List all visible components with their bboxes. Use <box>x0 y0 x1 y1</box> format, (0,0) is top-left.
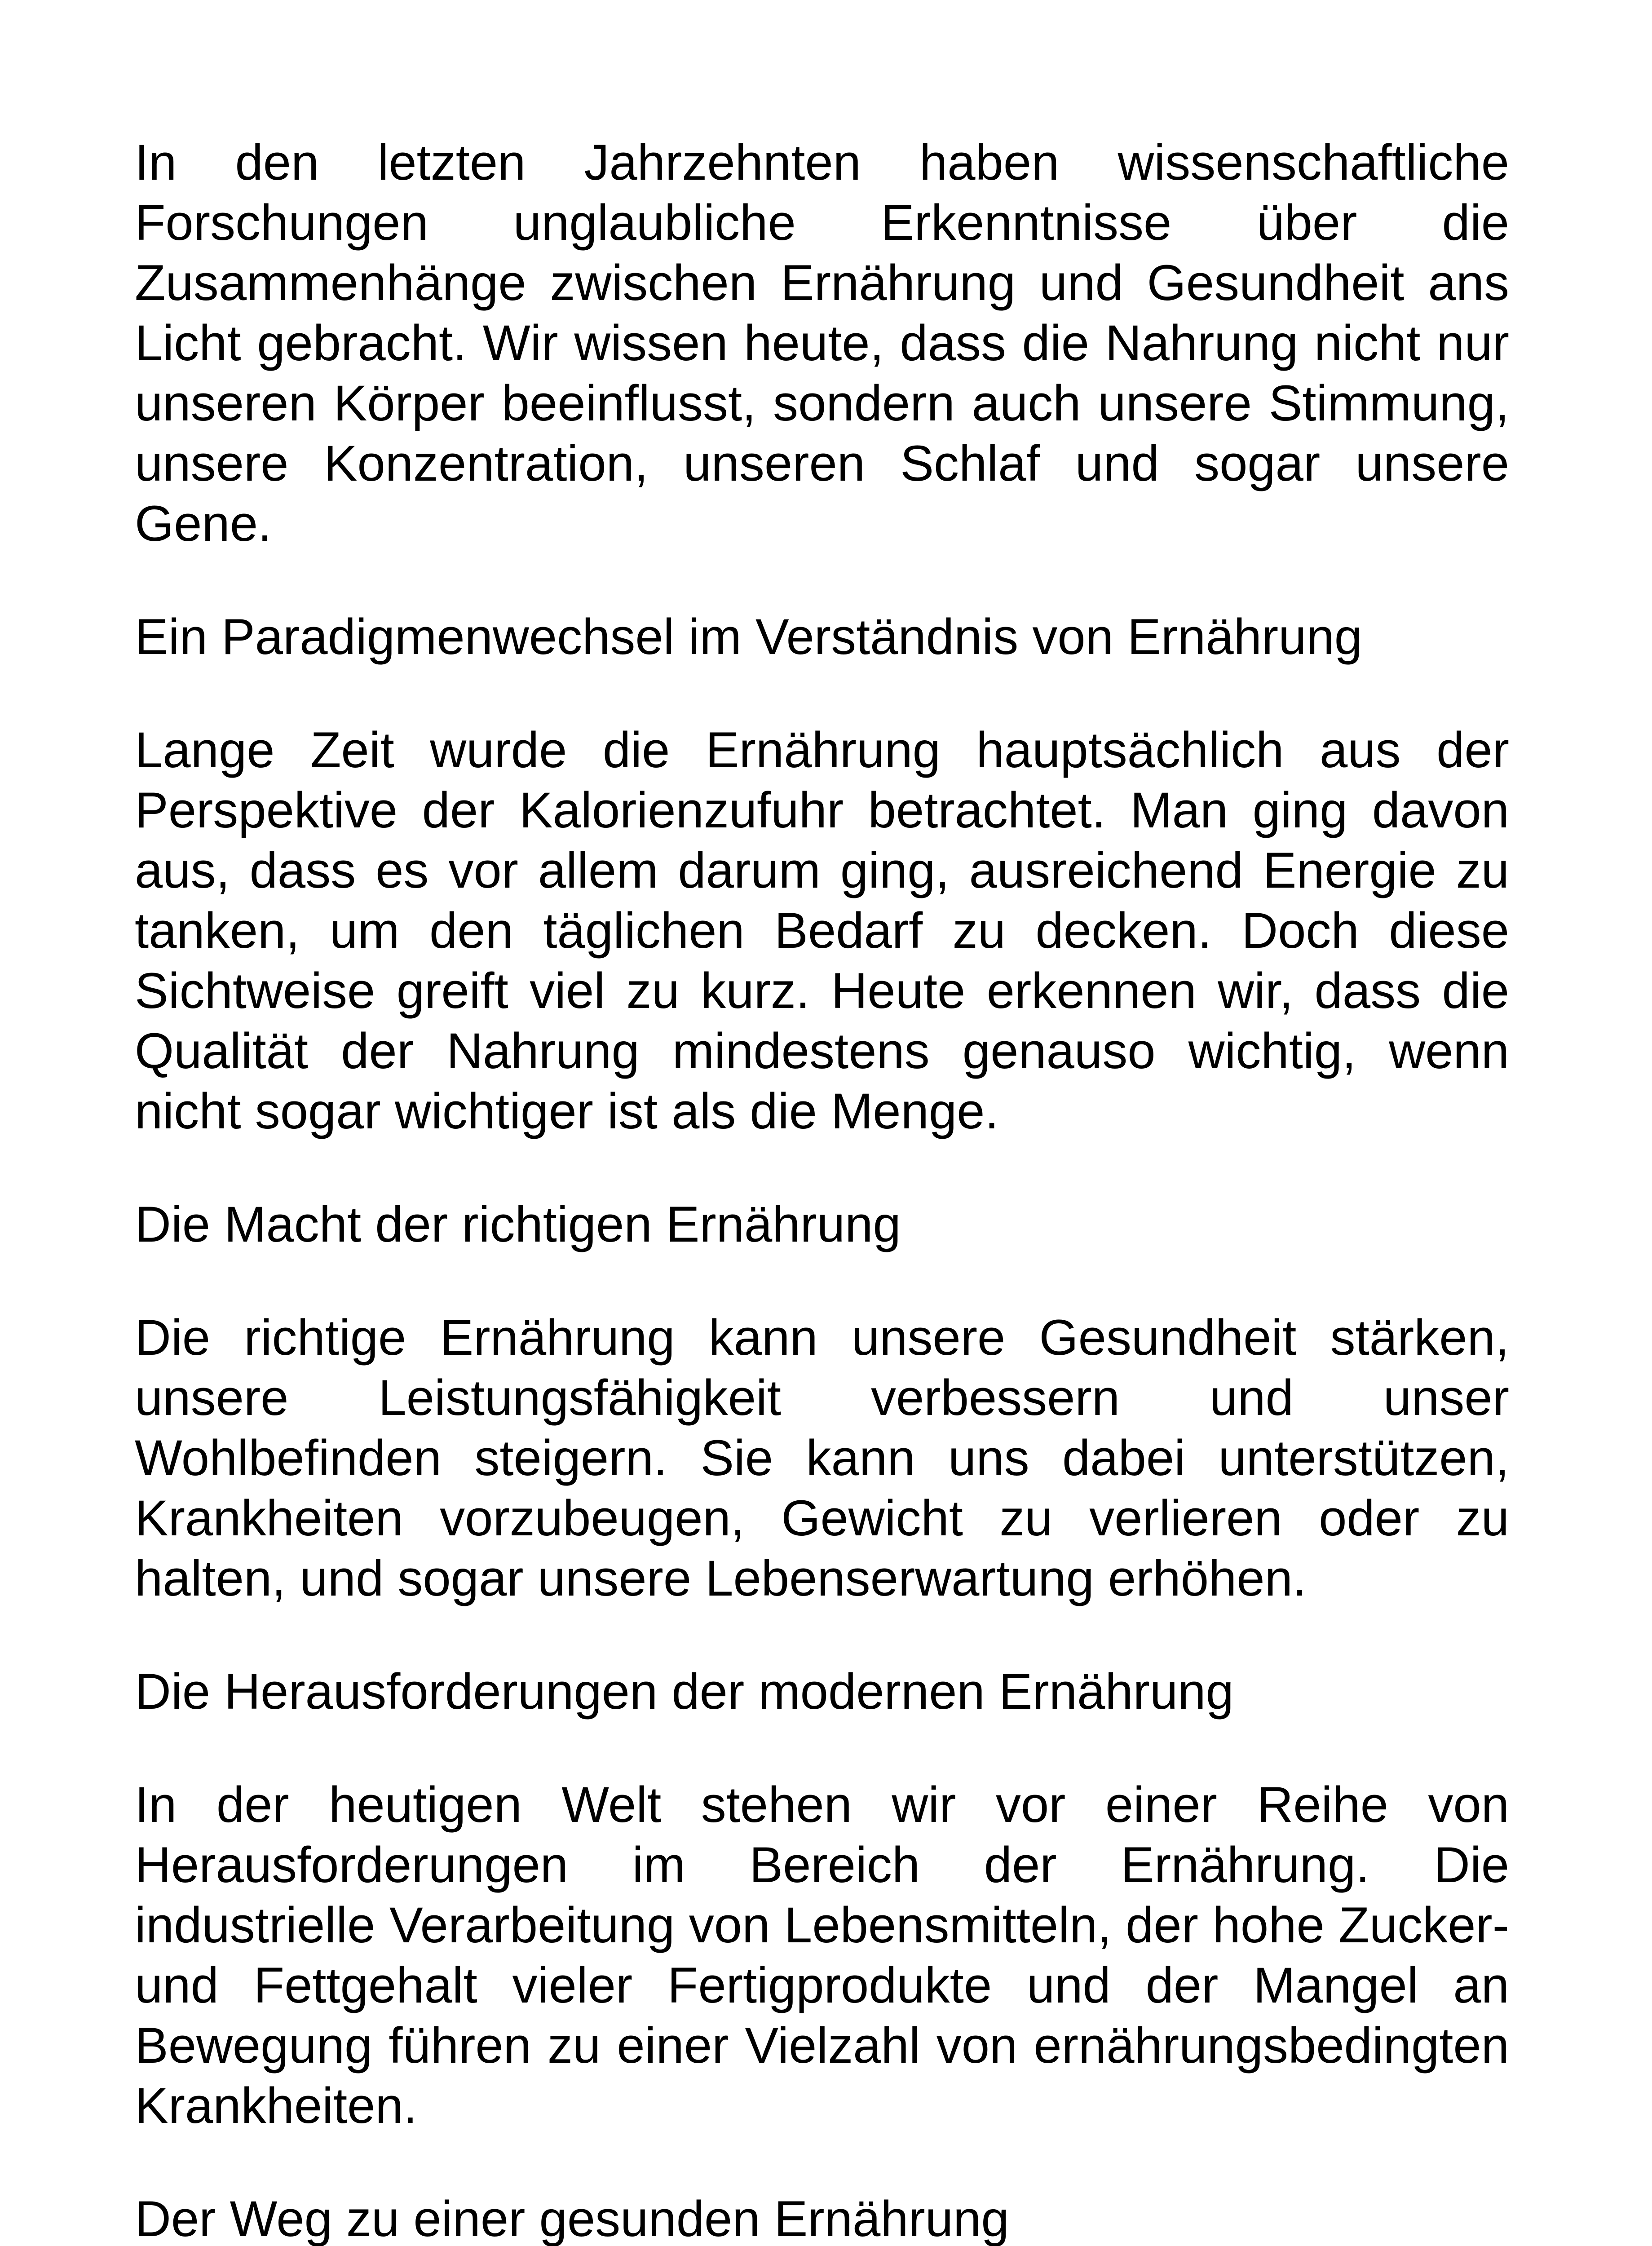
body-paragraph: In den letzten Jahrzehnten haben wissenschaftliche Forschungen unglaubliche Erkenntnisse über die Zusammenhänge zwischen Ernährung und Gesundheit ans Licht gebracht. Wir wissen heute, dass die Nahrung nicht nur unseren Körper beeinflusst, sondern auch unsere Stimmung, unsere Konzentration, unseren Schlaf und sogar unsere Gene. <box>135 134 1509 552</box>
section-heading: Die Macht der richtigen Ernährung <box>135 1196 901 1252</box>
section-heading: Der Weg zu einer gesunden Ernährung <box>135 2191 1009 2246</box>
body-paragraph: Lange Zeit wurde die Ernährung hauptsächlich aus der Perspektive der Kalorienzufuhr betrachtet. Man ging davon aus, dass es vor allem darum ging, ausreichend Energie zu tanken, um den täglichen Bedarf zu decken. Doch diese Sichtweise greift viel zu kurz. Heute erkennen wir, dass die Qualität der Nahrung mindestens genauso wichtig, wenn nicht sogar wichtiger ist als die Menge. <box>135 722 1509 1139</box>
body-paragraph: Die richtige Ernährung kann unsere Gesundheit stärken, unsere Leistungsfähigkeit verbessern und unser Wohlbefinden steigern. Sie kann uns dabei unterstützen, Krankheiten vorzubeugen, Gewicht zu verlieren oder zu halten, und sogar unsere Lebenserwartung erhöhen. <box>135 1309 1509 1606</box>
section-heading: Die Herausforderungen der modernen Ernährung <box>135 1663 1234 1720</box>
body-paragraph: In der heutigen Welt stehen wir vor einer Reihe von Herausforderungen im Bereich der Ernährung. Die industrielle Verarbeitung von Lebensmitteln, der hohe Zucker- und Fettgehalt vieler Fertigprodukte und der Mangel an Bewegung führen zu einer Vielzahl von ernährungsbedingten Krankheiten. <box>135 1777 1509 2134</box>
section-heading: Ein Paradigmenwechsel im Verständnis von Ernährung <box>135 609 1363 665</box>
page-body <box>135 133 1509 2246</box>
